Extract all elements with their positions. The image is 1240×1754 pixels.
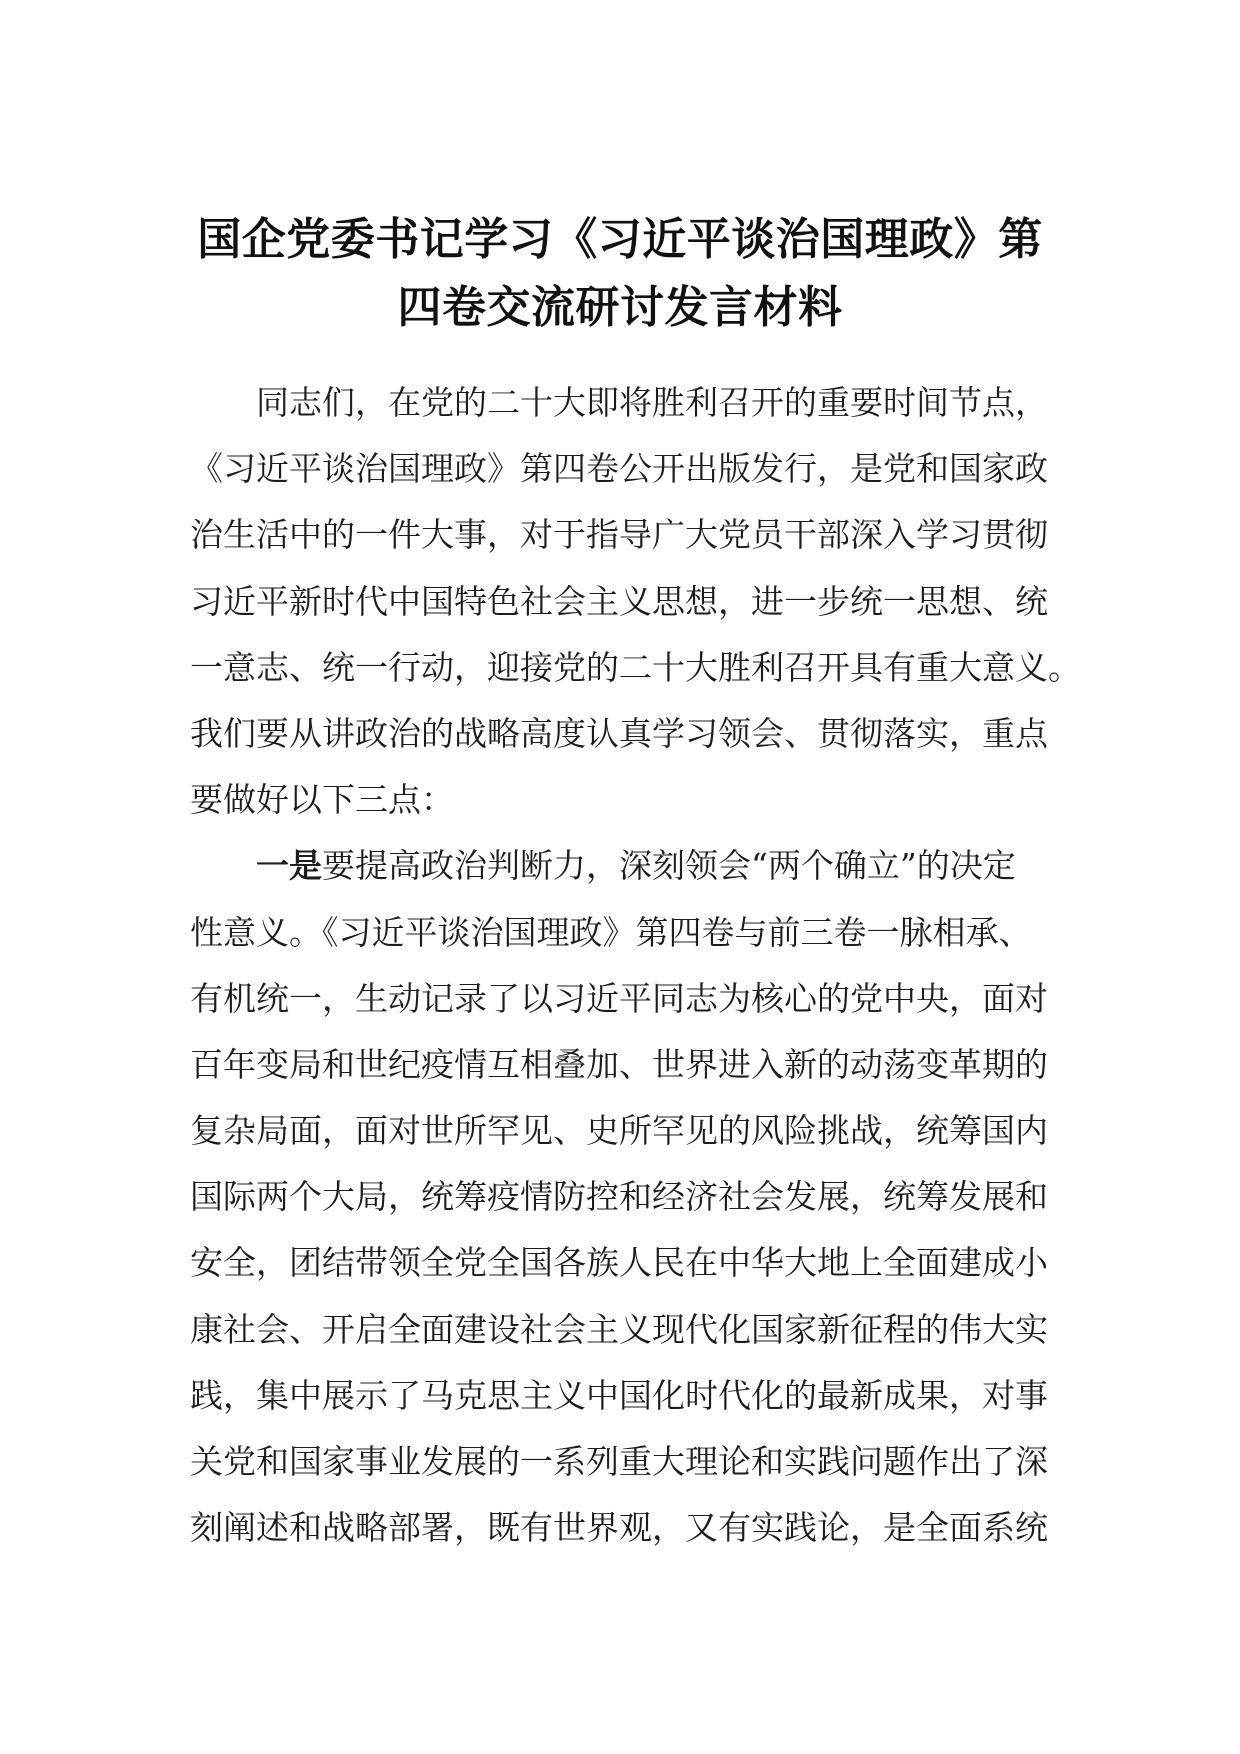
text-line: 要做好以下三点： <box>190 780 454 820</box>
paragraph-intro <box>190 370 1081 833</box>
document-title <box>150 206 1090 342</box>
text-line: 《习近平谈治国理政》第四卷公开出版发行，是党和国家政 <box>190 449 1048 489</box>
text-line: 同志们，在党的二十大即将胜利召开的重要时间节点， <box>256 383 1048 422</box>
text-line: 习近平新时代中国特色社会主义思想，进一步统一思想、统 <box>190 581 1048 621</box>
title-line: 四卷交流研讨发言材料 <box>397 282 843 333</box>
text-line <box>190 833 1050 899</box>
text-line: 践，集中展示了马克思主义中国化时代化的最新成果，对事 <box>190 1375 1048 1415</box>
text-line: 我们要从讲政治的战略高度认真学习领会、贯彻落实，重点 <box>190 713 1048 753</box>
text-line: 复杂局面，面对世所罕见、史所罕见的风险挑战，统筹国内 <box>190 1111 1048 1151</box>
text-line: 关党和国家事业发展的一系列重大理论和实践问题作出了深 <box>190 1442 1048 1481</box>
text-line: 国际两个大局，统筹疫情防控和经济社会发展，统筹发展和 <box>190 1177 1048 1217</box>
paragraph-first-point <box>190 833 1050 1561</box>
text-line: 一意志、统一行动，迎接党的二十大胜利召开具有重大意义。 <box>190 647 1081 687</box>
text-line: 治生活中的一件大事，对于指导广大党员干部深入学习贯彻 <box>190 515 1048 555</box>
text-line: 安全，团结带领全党全国各族人民在中华大地上全面建成小 <box>190 1243 1048 1283</box>
title-line: 国企党委书记学习《习近平谈治国理政》第 <box>197 214 1043 265</box>
text-line: 刻阐述和战略部署，既有世界观，又有实践论，是全面系统 <box>190 1508 1048 1548</box>
text-line: 性意义。《习近平谈治国理政》第四卷与前三卷一脉相承、 <box>190 912 1032 952</box>
text-fragment: 要提高政治判断力，深刻领会“两个确立”的决定 <box>322 846 1016 886</box>
document-body <box>190 370 1081 1561</box>
point-lead: 一是 <box>256 846 322 886</box>
text-line: 有机统一，生动记录了以习近平同志为核心的党中央，面对 <box>190 978 1048 1018</box>
text-line: 百年变局和世纪疫情互相叠加、世界进入新的动荡变革期的 <box>190 1044 1048 1084</box>
text-line: 康社会、开启全面建设社会主义现代化国家新征程的伟大实 <box>190 1309 1048 1349</box>
